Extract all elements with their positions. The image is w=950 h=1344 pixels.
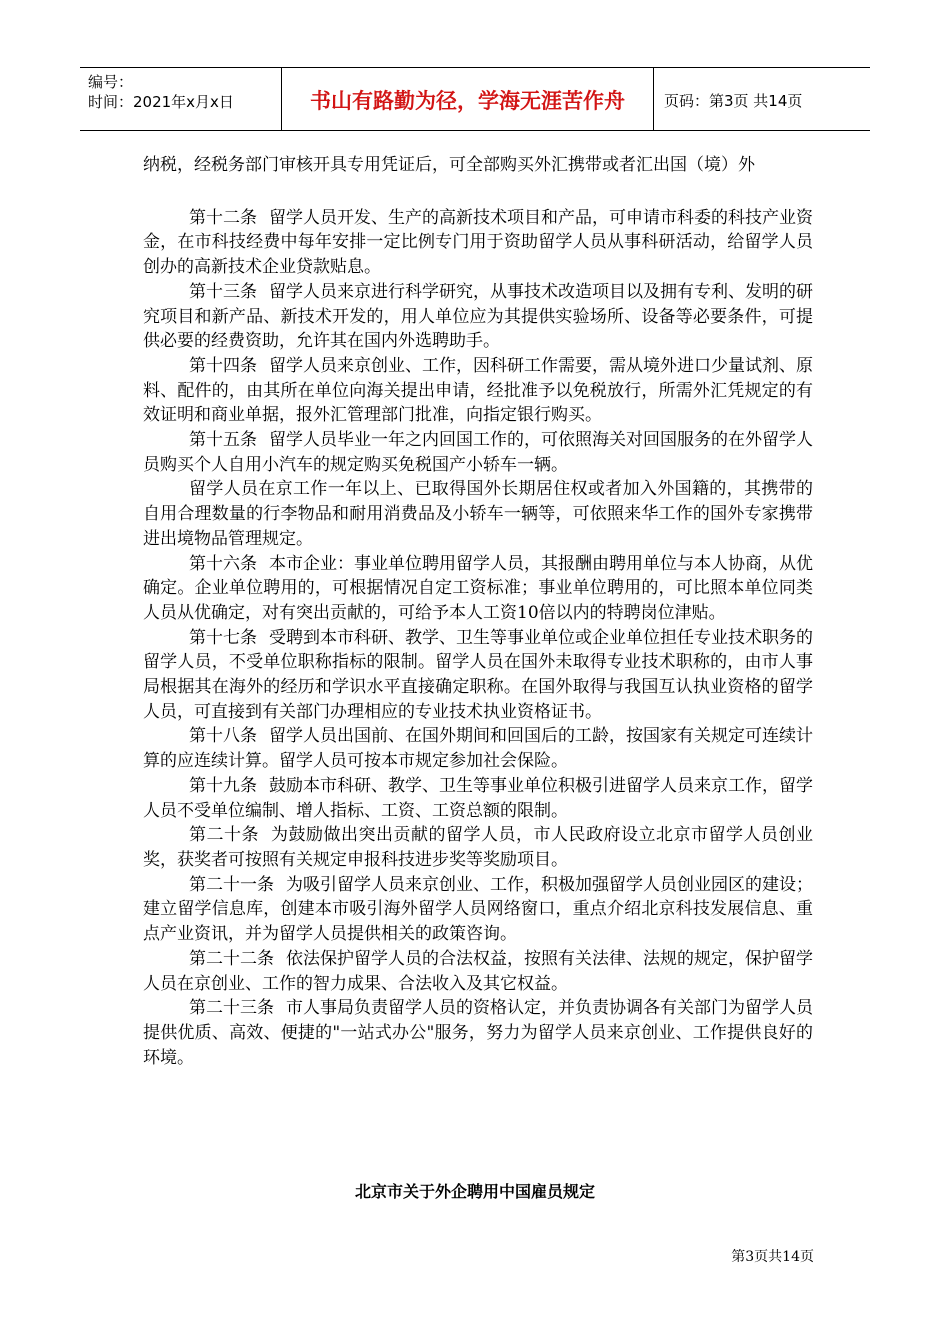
article-heading: 第十二条 bbox=[189, 207, 257, 228]
document-number-label: 编号： bbox=[88, 73, 134, 91]
article-heading: 第十八条 bbox=[189, 726, 257, 747]
document-body bbox=[143, 153, 813, 1070]
article-heading: 第十九条 bbox=[189, 775, 257, 796]
article-text: 依法保护留学人员的合法权益，按照有关法律、法规的规定，保护留学人员在京创业、工作的智力成果、合法收入及其它权益。 bbox=[143, 948, 813, 994]
article-text: 留学人员来京创业、工作，因科研工作需要，需从境外进口少量试剂、原料、配件的，由其所在单位向海关提出申请，经批准予以免税放行，所需外汇凭规定的有效证明和商业单据，报外汇管理部门批准，向指定银行购买。 bbox=[143, 355, 813, 426]
continued-paragraph: 纳税，经税务部门审核开具专用凭证后，可全部购买外汇携带或者汇出国（境）外 bbox=[143, 155, 755, 175]
article-text: 留学人员在京工作一年以上、已取得国外长期居住权或者加入外国籍的，其携带的自用合理数量的行李物品和耐用消费品及小轿车一辆等，可依照来华工作的国外专家携带进出境物品管理规定。 bbox=[143, 479, 813, 549]
article-text: 市人事局负责留学人员的资格认定，并负责协调各有关部门为留学人员提供优质、高效、便捷的"一站式办公"服务，努力为留学人员来京创业、工作提供良好的环境。 bbox=[143, 998, 813, 1068]
article-paragraph bbox=[143, 428, 813, 477]
article-paragraph bbox=[143, 823, 813, 872]
article-paragraph bbox=[143, 206, 813, 280]
article-text: 留学人员来京进行科学研究，从事技术改造项目以及拥有专利、发明的研究项目和新产品、新技术开发的，用人单位应为其提供实验场所、设备等必要条件，可提供必要的经费资助，允许其在国内外选聘助手。 bbox=[143, 281, 813, 352]
document-date-label: 时间：2021年x月x日 bbox=[88, 93, 234, 111]
article-text: 受聘到本市科研、教学、卫生等事业单位或企业单位担任专业技术职务的留学人员，不受单位职称指标的限制。留学人员在国外未取得专业技术职称的，由市人事局根据其在海外的经历和学识水平直接确定职称。在国外取得与我国互认执业资格的留学人员，可直接到有关部门办理相应的专业技术执业资格证书。 bbox=[143, 627, 813, 722]
header-motto: 书山有路勤为径，学海无涯苦作舟 bbox=[282, 68, 654, 130]
article-paragraph bbox=[143, 724, 813, 773]
article-heading: 第十四条 bbox=[189, 355, 257, 376]
article-heading: 第二十条 bbox=[189, 825, 259, 846]
article-paragraph bbox=[143, 947, 813, 996]
article-paragraph bbox=[143, 552, 813, 626]
article-text: 本市企业：事业单位聘用留学人员，其报酬由聘用单位与本人协商，从优确定。企业单位聘用的，可根据情况自定工资标准；事业单位聘用的，可比照本单位同类人员从优确定，对有突出贡献的，可给予本人工资10倍以内的特聘岗位津贴。 bbox=[143, 553, 813, 623]
article-paragraph bbox=[143, 626, 813, 725]
next-document-title: 北京市关于外企聘用中国雇员规定 bbox=[354, 1182, 595, 1201]
article-paragraph bbox=[143, 477, 813, 551]
article-text: 留学人员毕业一年之内回国工作的，可依照海关对回国服务的在外留学人员购买个人自用小汽车的规定购买免税国产小轿车一辆。 bbox=[143, 430, 813, 475]
article-heading: 第十七条 bbox=[189, 627, 257, 648]
article-heading: 第二十三条 bbox=[189, 998, 274, 1019]
article-text: 为鼓励做出突出贡献的留学人员，市人民政府设立北京市留学人员创业奖，获奖者可按照有关规定申报科技进步奖等奖励项目。 bbox=[143, 825, 813, 870]
page-footer: 第3页共14页 bbox=[731, 1249, 814, 1265]
article-paragraph bbox=[143, 873, 813, 947]
article-text: 为吸引留学人员来京创业、工作，积极加强留学人员创业园区的建设；建立留学信息库，创建本市吸引海外留学人员网络窗口，重点介绍北京科技发展信息、重点产业资讯，并为留学人员提供相关的政策咨询。 bbox=[143, 874, 813, 945]
article-text: 鼓励本市科研、教学、卫生等事业单位积极引进留学人员来京工作，留学人员不受单位编制、增人指标、工资、工资总额的限制。 bbox=[143, 775, 813, 821]
article-paragraph bbox=[143, 774, 813, 823]
article-heading: 第二十二条 bbox=[189, 948, 274, 969]
header-page-number: 页码：第3页 共14页 bbox=[664, 91, 803, 110]
article-text: 留学人员出国前、在国外期间和回国后的工龄，按国家有关规定可连续计算的应连续计算。留学人员可按本市规定参加社会保险。 bbox=[143, 726, 813, 772]
header-meta bbox=[80, 68, 282, 130]
article-text: 留学人员开发、生产的高新技术项目和产品，可申请市科委的科技产业资金，在市科技经费中每年安排一定比例专门用于资助留学人员从事科研活动，给留学人员创办的高新技术企业贷款贴息。 bbox=[143, 207, 813, 278]
article-heading: 第十六条 bbox=[189, 553, 257, 574]
article-heading: 第二十一条 bbox=[189, 874, 274, 895]
article-list bbox=[143, 206, 813, 1071]
article-heading: 第十五条 bbox=[189, 430, 257, 451]
article-paragraph bbox=[143, 354, 813, 428]
page-header bbox=[80, 67, 870, 131]
article-paragraph bbox=[143, 996, 813, 1070]
article-paragraph bbox=[143, 280, 813, 354]
article-heading: 第十三条 bbox=[189, 281, 257, 302]
